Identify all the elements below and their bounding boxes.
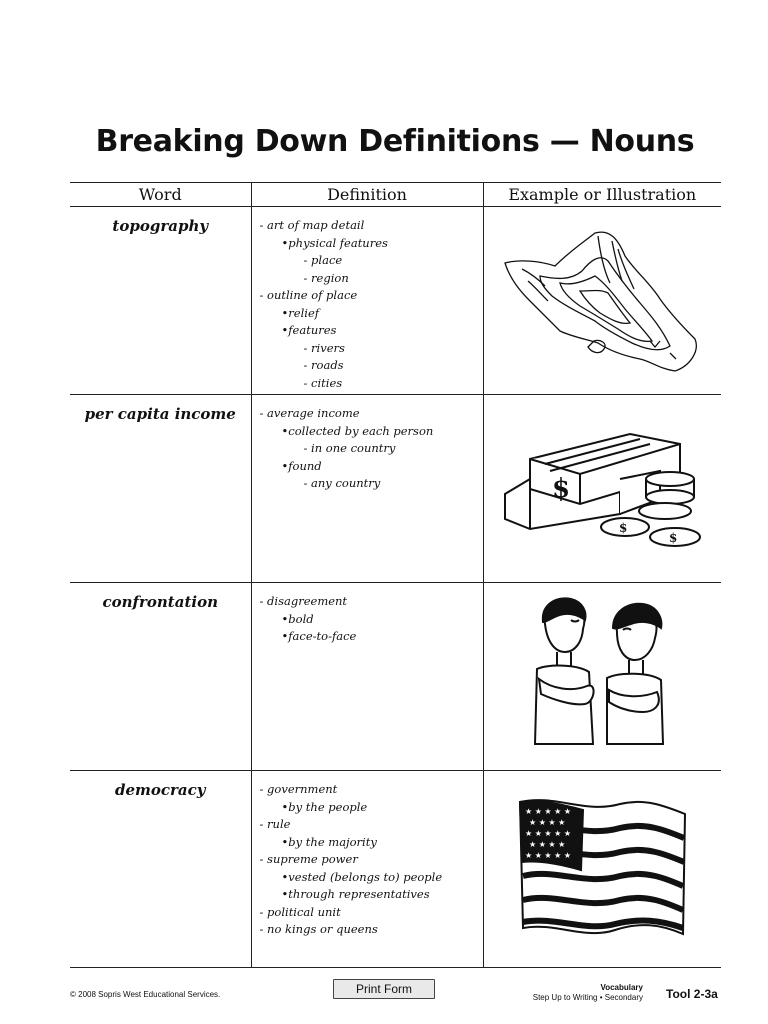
definition-item: • face-to-face — [260, 628, 483, 646]
definition-item: - disagreement — [260, 593, 483, 611]
definition-list — [252, 207, 483, 392]
word-democracy: democracy — [114, 781, 206, 799]
topographic-map-illustration — [500, 221, 705, 381]
definition-item: • physical features — [260, 235, 483, 253]
definition-item: - government — [260, 781, 483, 799]
definition-list — [252, 771, 483, 939]
definition-item: - place — [260, 252, 483, 270]
header-example: Example or Illustration — [483, 183, 721, 207]
svg-text:★ ★ ★ ★ ★: ★ ★ ★ ★ ★ — [524, 807, 571, 816]
definitions-table — [70, 182, 721, 968]
svg-text:★ ★ ★ ★ ★: ★ ★ ★ ★ ★ — [524, 829, 571, 838]
illustration-cell — [483, 583, 721, 771]
svg-text:★ ★ ★ ★: ★ ★ ★ ★ — [528, 840, 566, 849]
definition-item: - rule — [260, 816, 483, 834]
header-definition: Definition — [251, 183, 483, 207]
definition-list — [252, 395, 483, 493]
definition-item: - art of map detail — [260, 217, 483, 235]
print-form-button[interactable]: Print Form — [333, 979, 435, 999]
definition-item: - political unit — [260, 904, 483, 922]
definition-list — [252, 583, 483, 646]
definition-item: - roads — [260, 357, 483, 375]
copyright-text: © 2008 Sopris West Educational Services. — [70, 990, 221, 999]
definition-item: - no kings or queens — [260, 921, 483, 939]
two-people-arguing-illustration — [527, 594, 677, 759]
table-row — [70, 395, 721, 583]
definition-item: • bold — [260, 611, 483, 629]
definition-item: - supreme power — [260, 851, 483, 869]
page-title: Breaking Down Definitions — Nouns — [95, 124, 695, 159]
table-header-row — [70, 183, 721, 207]
word-cell — [70, 771, 251, 968]
footer-series — [500, 983, 643, 1003]
svg-text:★ ★ ★ ★: ★ ★ ★ ★ — [528, 818, 566, 827]
definition-item: - rivers — [260, 340, 483, 358]
definition-item: • collected by each person — [260, 423, 483, 441]
definition-item: - region — [260, 270, 483, 288]
word-cell — [70, 583, 251, 771]
definition-item: • by the people — [260, 799, 483, 817]
word-topography: topography — [112, 217, 209, 235]
word-cell — [70, 207, 251, 395]
word-per-capita-income: per capita income — [84, 405, 236, 423]
illustration-cell — [483, 207, 721, 395]
svg-text:$: $ — [551, 473, 570, 504]
definition-cell — [251, 395, 483, 583]
definition-item: - outline of place — [260, 287, 483, 305]
definition-item: • relief — [260, 305, 483, 323]
definition-item: • found — [260, 458, 483, 476]
svg-text:$: $ — [618, 520, 628, 535]
definition-item: • by the majority — [260, 834, 483, 852]
header-word: Word — [70, 183, 251, 207]
definition-item: - cities — [260, 375, 483, 393]
table-row — [70, 771, 721, 968]
illustration-cell — [483, 771, 721, 968]
definition-item: • features — [260, 322, 483, 340]
american-flag-illustration — [515, 794, 690, 944]
definition-cell — [251, 771, 483, 968]
table-row — [70, 207, 721, 395]
money-stack-illustration — [500, 419, 705, 559]
definition-item: • through representatives — [260, 886, 483, 904]
definition-item: - in one country — [260, 440, 483, 458]
table-row — [70, 583, 721, 771]
word-confrontation: confrontation — [102, 593, 218, 611]
definition-item: • vested (belongs to) people — [260, 869, 483, 887]
definition-cell — [251, 583, 483, 771]
definition-item: - any country — [260, 475, 483, 493]
word-cell — [70, 395, 251, 583]
definition-cell — [251, 207, 483, 395]
footer-series-name: Step Up to Writing • Secondary — [532, 993, 643, 1002]
footer-vocabulary: Vocabulary — [600, 983, 643, 992]
definition-item: - average income — [260, 405, 483, 423]
illustration-cell — [483, 395, 721, 583]
svg-text:★ ★ ★ ★ ★: ★ ★ ★ ★ ★ — [524, 851, 571, 860]
svg-text:$: $ — [668, 530, 678, 545]
tool-number: Tool 2-3a — [666, 987, 718, 1001]
